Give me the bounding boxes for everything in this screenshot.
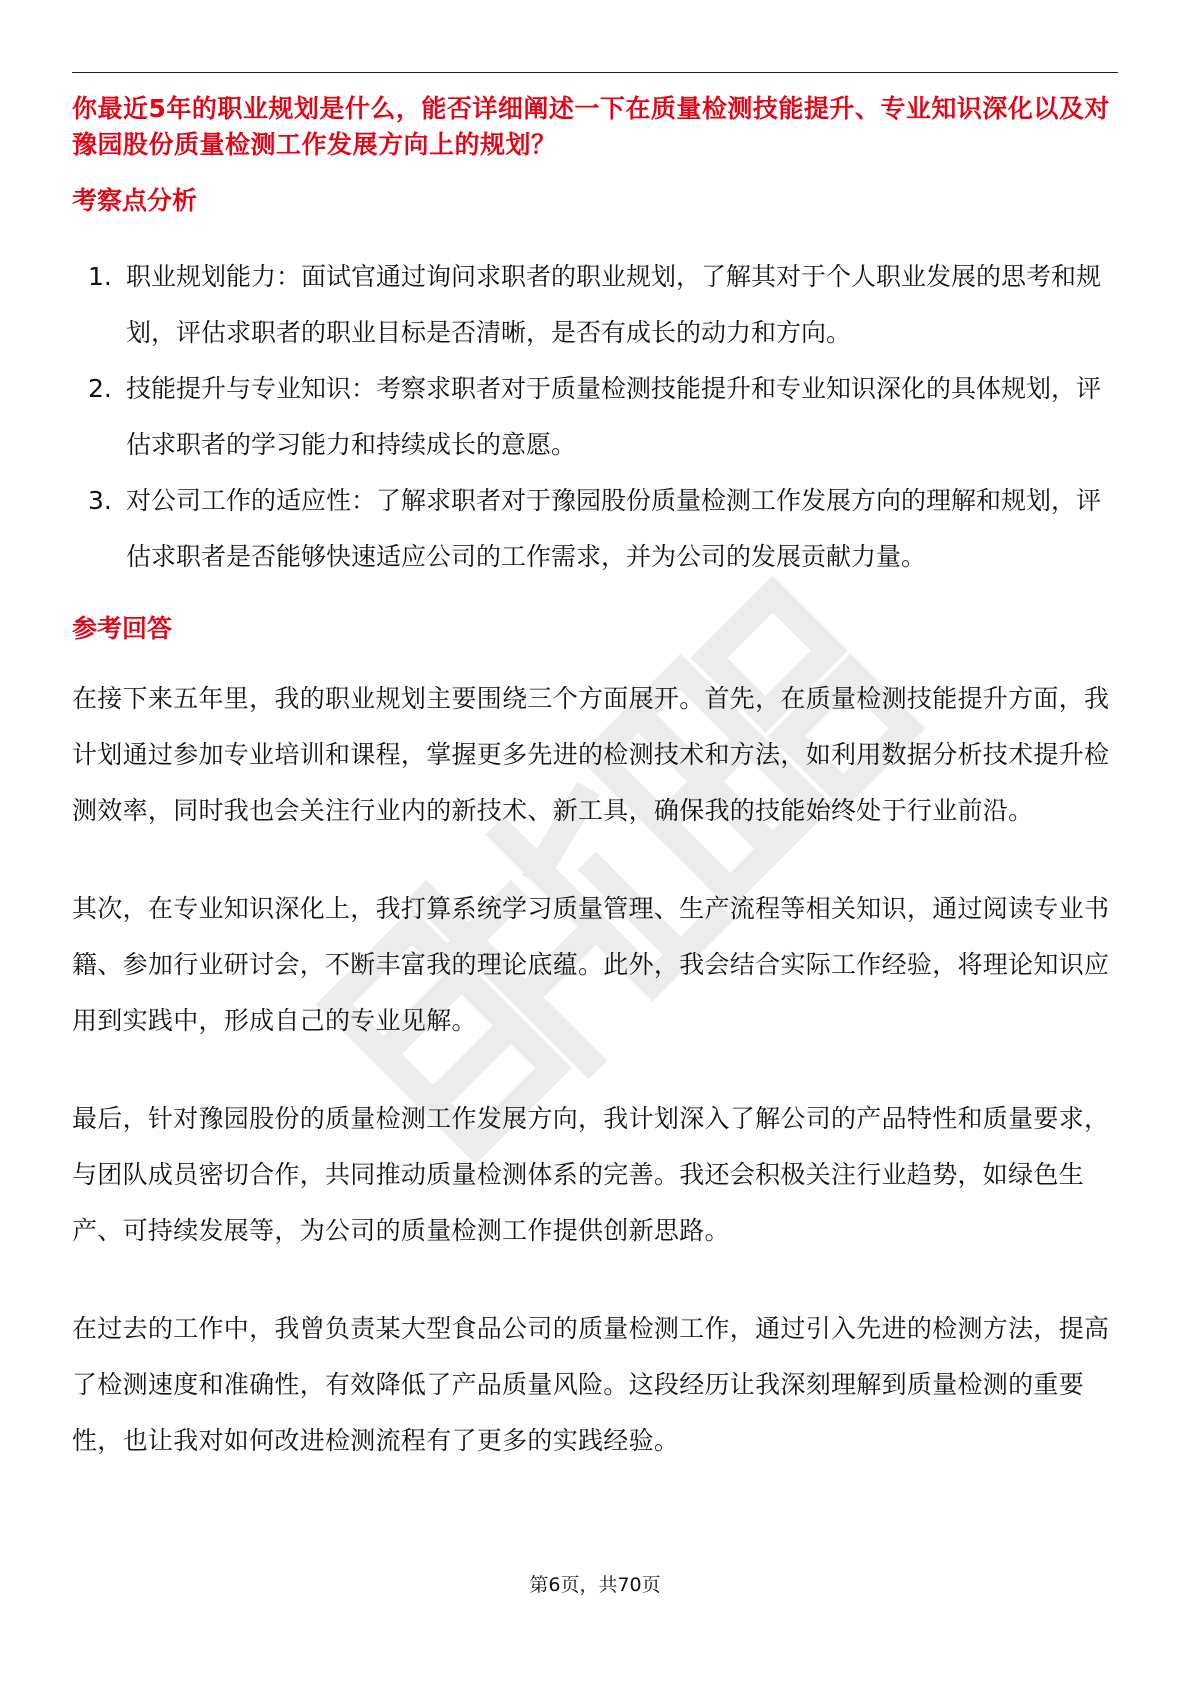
top-divider — [72, 72, 1118, 73]
question-heading: 你最近5年的职业规划是什么，能否详细阐述一下在质量检测技能提升、专业知识深化以及对豫园股份质量检测工作发展方向上的规划？ — [72, 94, 1110, 159]
answer-paragraph: 在过去的工作中，我曾负责某大型食品公司的质量检测工作，通过引入先进的检测方法，提高了检测速度和准确性，有效降低了产品质量风险。这段经历让我深刻理解到质量检测的重要性，也让我对如何改进检测流程有了更多的实践经验。 — [72, 1314, 1110, 1455]
analysis-item-text: 技能提升与专业知识：考察求职者对于质量检测技能提升和专业知识深化的具体规划，评估求职者的学习能力和持续成长的意愿。 — [126, 374, 1102, 459]
analysis-list — [72, 249, 1118, 585]
analysis-item — [72, 249, 1118, 361]
analysis-item — [72, 473, 1118, 585]
analysis-item-number: 1. — [88, 262, 112, 291]
analysis-item-text: 对公司工作的适应性：了解求职者对于豫园股份质量检测工作发展方向的理解和规划，评估求职者是否能够快速适应公司的工作需求，并为公司的发展贡献力量。 — [126, 486, 1102, 571]
analysis-item-text: 职业规划能力：面试官通过询问求职者的职业规划，了解其对于个人职业发展的思考和规划，评估求职者的职业目标是否清晰，是否有成长的动力和方向。 — [126, 262, 1102, 347]
answer-paragraph: 在接下来五年里，我的职业规划主要围绕三个方面展开。首先，在质量检测技能提升方面，我计划通过参加专业培训和课程，掌握更多先进的检测技术和方法，如利用数据分析技术提升检测效率，同时我也会关注行业内的新技术、新工具，确保我的技能始终处于行业前沿。 — [72, 684, 1110, 825]
analysis-title: 考察点分析 — [72, 186, 198, 215]
answer-paragraph: 其次，在专业知识深化上，我打算系统学习质量管理、生产流程等相关知识，通过阅读专业书籍、参加行业研讨会，不断丰富我的理论底蕴。此外，我会结合实际工作经验，将理论知识应用到实践中，形成自己的专业见解。 — [72, 894, 1110, 1035]
analysis-item-number: 2. — [88, 374, 112, 403]
answer-title: 参考回答 — [72, 614, 173, 643]
page-number-footer: 第6页，共70页 — [529, 1574, 661, 1596]
analysis-item-number: 3. — [88, 486, 112, 515]
answer-paragraph: 最后，针对豫园股份的质量检测工作发展方向，我计划深入了解公司的产品特性和质量要求，与团队成员密切合作，共同推动质量检测体系的完善。我还会积极关注行业趋势，如绿色生产、可持续发展等，为公司的质量检测工作提供创新思路。 — [72, 1104, 1110, 1245]
analysis-item — [72, 361, 1118, 473]
document-page — [72, 72, 1118, 1469]
